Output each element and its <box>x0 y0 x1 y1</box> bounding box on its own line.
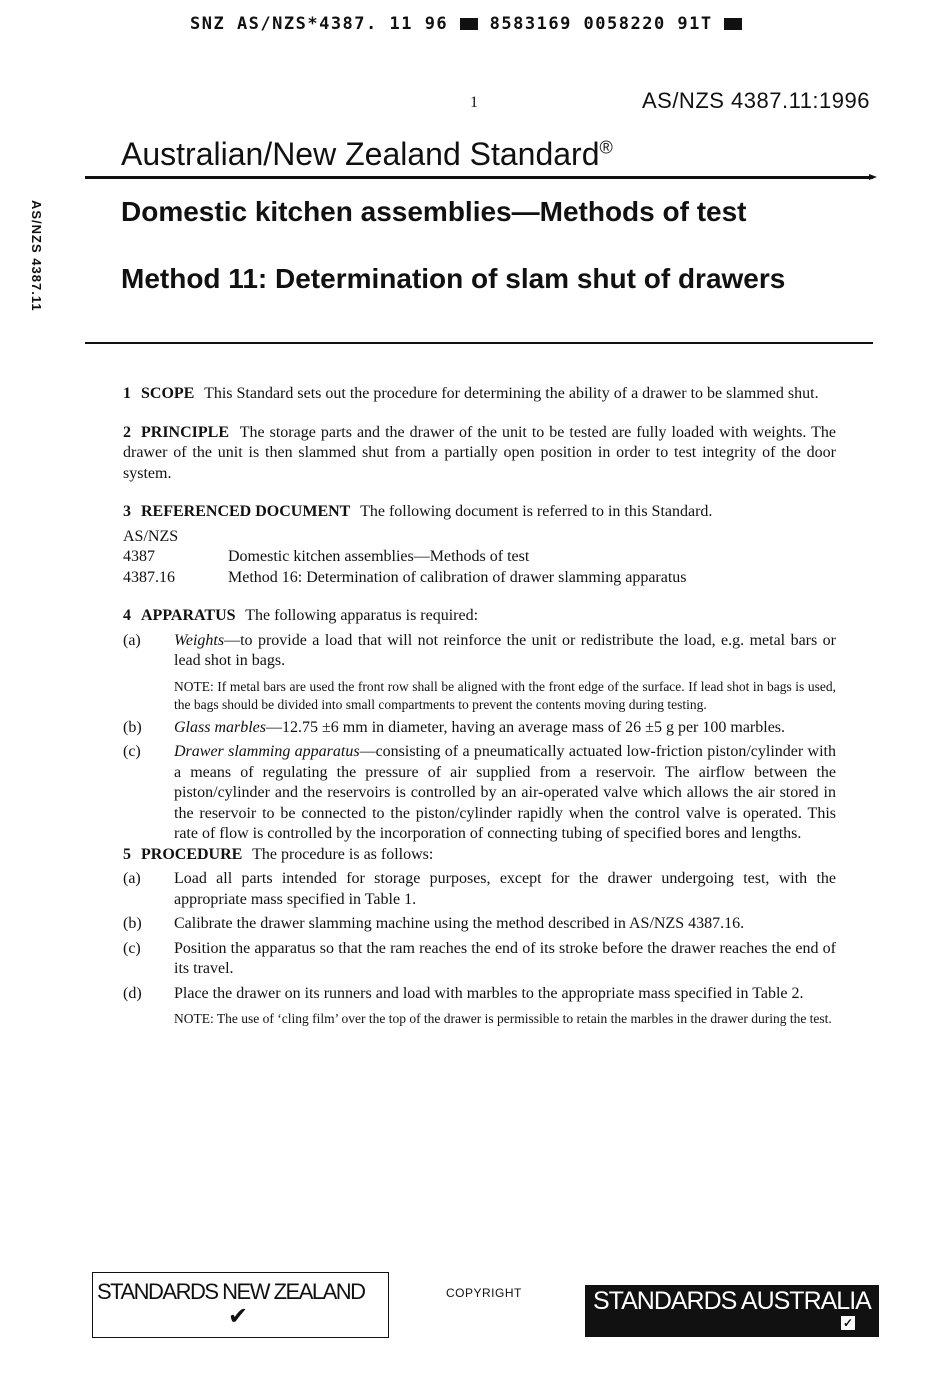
reference-code: 4387.16 <box>123 568 175 586</box>
item-label: (d) <box>123 984 142 1002</box>
section-heading: REFERENCED DOCUMENT <box>141 503 351 520</box>
procedure-step <box>123 939 836 980</box>
procedure-step <box>123 984 836 1005</box>
reference-group: AS/NZS <box>123 527 179 545</box>
section-procedure <box>123 845 836 866</box>
item-label: (a) <box>123 870 141 887</box>
sa-check-mark-icon: ✓ <box>842 1316 854 1330</box>
item-text: Position the apparatus so that the ram reaches the end of its stroke before the drawer reaches the end of its travel. <box>174 939 836 977</box>
reference-code: 4387 <box>123 548 155 565</box>
barcode-text: SNZ AS/NZS*4387. 11 96 <box>190 14 449 34</box>
registered-mark: ® <box>599 137 613 158</box>
page-number: 1 <box>470 94 478 111</box>
item-label: (b) <box>123 718 142 736</box>
item-term: Weights <box>174 631 225 649</box>
section-text: The storage parts and the drawer of the unit to be tested are fully loaded with weights. The drawer of the unit is then slammed shut from a partially open position in order to test integrity of the door system. <box>123 423 837 482</box>
apparatus-item <box>123 718 836 739</box>
reference-title: Domestic kitchen assemblies—Methods of test <box>228 548 530 565</box>
section-principle <box>123 423 836 485</box>
document-title: Domestic kitchen assemblies—Methods of test <box>121 196 747 227</box>
procedure-step <box>123 914 836 935</box>
check-mark-icon: ✔ <box>228 1303 249 1330</box>
item-text: —consisting of a pneumatically actuated low-friction piston/cylinder with a means of regulating the pressure of air supplied from a reservoir. The airflow between the piston/cylinder and the reservoirs is controlled by an air-operated valve which allows the air stored in the reservoir to be connected to the piston/cylinder rapidly when the control valve is operated. This rate of flow is controlled by the incorporation of connecting tubing of specified bores and lengths. <box>174 743 837 842</box>
reference-title: Method 16: Determination of calibration of drawer slamming apparatus <box>228 568 687 586</box>
item-label: (a) <box>123 631 141 649</box>
barcode-block-1 <box>460 18 478 30</box>
side-label <box>24 200 50 330</box>
copyright-label: COPYRIGHT <box>446 1286 522 1300</box>
section-text: The procedure is as follows: <box>252 845 434 863</box>
section-heading: SCOPE <box>141 385 195 402</box>
item-label: (b) <box>123 915 142 932</box>
reference-row <box>123 547 836 568</box>
snz-logo: STANDARDS NEW ZEALAND <box>97 1279 365 1304</box>
standard-number: AS/NZS 4387.11:1996 <box>641 88 870 113</box>
section-heading: PRINCIPLE <box>141 423 230 441</box>
section-number: 2 <box>123 423 131 441</box>
section-number: 3 <box>123 503 131 520</box>
apparatus-item <box>123 631 836 672</box>
method-title: Method 11: Determination of slam shut of drawers <box>121 263 786 294</box>
item-text: Place the drawer on its runners and load with marbles to the appropriate mass specified in Table 2. <box>174 984 804 1002</box>
section-text: This Standard sets out the procedure for determining the ability of a drawer to be slammed shut. <box>204 385 819 402</box>
reference-list <box>123 527 836 589</box>
section-referenced <box>123 502 836 523</box>
item-term: Glass marbles <box>174 718 267 736</box>
item-note: NOTE: If metal bars are used the front row shall be aligned with the front edge of the surface. If lead shot in bags is used, the bags should be divided into small compartments to prevent the contents moving during testing. <box>174 678 836 712</box>
item-note: NOTE: The use of ‘cling film’ over the top of the drawer is permissible to retain the marbles in the drawer during the test. <box>174 1011 832 1026</box>
document-body <box>123 384 836 1030</box>
item-text: —to provide a load that will not reinforce the unit or redistribute the load, e.g. metal bars or lead shot in bags. <box>174 631 836 669</box>
barcode-strip <box>190 14 742 34</box>
barcode-block-2 <box>724 18 742 30</box>
standard-type-text: Australian/New Zealand Standard <box>121 136 600 172</box>
item-text: —12.75 ±6 mm in diameter, having an average mass of 26 ±5 g per 100 marbles. <box>266 718 786 736</box>
item-label: (c) <box>123 743 141 760</box>
standard-type <box>121 136 613 173</box>
reference-row <box>123 568 836 589</box>
section-apparatus <box>123 606 836 627</box>
title-rule <box>85 342 873 344</box>
section-heading: APPARATUS <box>141 607 236 624</box>
procedure-step <box>123 869 836 910</box>
item-text: Calibrate the drawer slamming machine using the method described in AS/NZS 4387.16. <box>174 915 745 932</box>
top-rule <box>85 176 873 179</box>
sa-logo: STANDARDS AUSTRALIA <box>593 1287 871 1315</box>
side-label-text: AS/NZS 4387.11 <box>29 200 44 312</box>
section-number: 4 <box>123 607 131 624</box>
item-term: Drawer slamming apparatus <box>174 743 360 760</box>
barcode-digits: 8583169 0058220 91T <box>489 14 713 34</box>
section-number: 1 <box>123 385 131 402</box>
apparatus-item <box>123 742 836 845</box>
section-text: The following apparatus is required: <box>245 607 479 624</box>
section-heading: PROCEDURE <box>141 845 243 863</box>
section-number: 5 <box>123 845 131 863</box>
section-text: The following document is referred to in this Standard. <box>360 503 713 520</box>
item-text: Load all parts intended for storage purposes, except for the drawer undergoing test, with the appropriate mass specified in Table 1. <box>174 870 836 908</box>
section-scope <box>123 384 836 405</box>
item-label: (c) <box>123 939 141 957</box>
